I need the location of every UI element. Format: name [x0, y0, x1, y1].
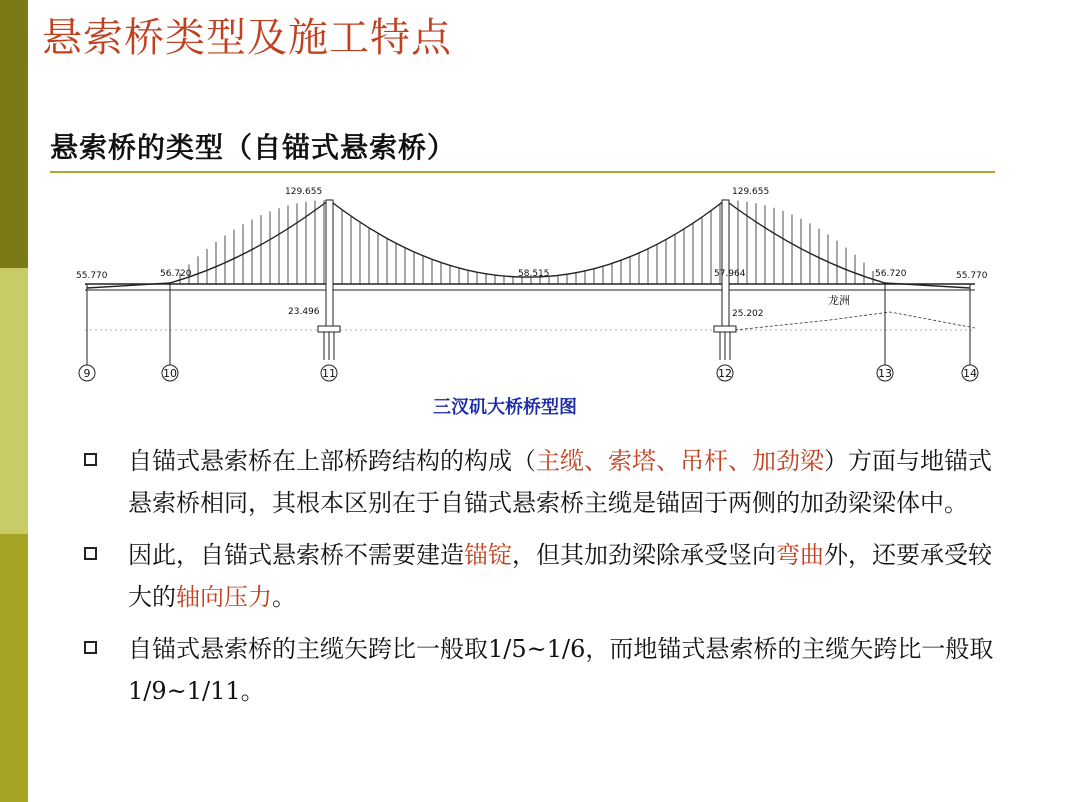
elevation-label: 57.964 — [714, 269, 746, 279]
sidebar-band-light — [0, 268, 28, 534]
highlighted-term: 轴向压力 — [176, 583, 272, 611]
pier-number: 13 — [878, 367, 892, 380]
highlighted-term: 锚锭 — [464, 541, 512, 569]
bullet-text: 自锚式悬索桥的主缆矢跨比一般取1/5~1/6，而地锚式悬索桥的主缆矢跨比一般取1/9~1/11。 — [128, 635, 994, 705]
subtitle-divider — [50, 171, 995, 173]
tower-left — [318, 200, 340, 360]
elevation-label: 129.655 — [285, 187, 323, 197]
bullet-text: 自锚式悬索桥在上部桥跨结构的构成（ — [128, 447, 536, 475]
elevation-label: 56.720 — [875, 269, 907, 279]
square-bullet-icon — [84, 453, 97, 466]
highlighted-term: 弯曲 — [776, 541, 824, 569]
bullet-item — [84, 440, 1004, 524]
place-label: 龙洲 — [828, 294, 850, 307]
pier-number: 14 — [963, 367, 977, 380]
bullet-item — [84, 534, 1004, 618]
bridge-elevation-diagram — [70, 180, 1000, 390]
elevation-label: 129.655 — [732, 187, 770, 197]
bullet-text: 因此，自锚式悬索桥不需要建造 — [128, 541, 464, 569]
elevation-label: 25.202 — [732, 309, 764, 319]
slide-title: 悬索桥类型及施工特点 — [42, 15, 452, 61]
highlighted-term: 主缆、索塔、吊杆、加劲梁 — [536, 447, 824, 475]
bullet-text: 外，还要承受较大的 — [128, 541, 992, 611]
elevation-label: 23.496 — [288, 307, 320, 317]
diagram-caption: 三汊矶大桥桥型图 — [433, 397, 577, 418]
bullet-text: ）方面与地锚式悬索桥相同，其根本区别在于自锚式悬索桥主缆是锚固于两侧的加劲梁梁体中。 — [128, 447, 992, 517]
bullet-list — [84, 440, 1004, 722]
tower-right — [714, 200, 736, 360]
square-bullet-icon — [84, 547, 97, 560]
pier-number: 11 — [322, 367, 336, 380]
pier-number: 12 — [718, 367, 732, 380]
sidebar-band-dark — [0, 0, 28, 268]
sidebar-accent-bar — [0, 0, 28, 802]
elevation-label: 55.770 — [76, 271, 108, 281]
bullet-text: ，但其加劲梁除承受竖向 — [512, 541, 776, 569]
elevation-label: 56.720 — [160, 269, 192, 279]
sidebar-band-olive — [0, 534, 28, 802]
elevation-label: 58.515 — [518, 269, 550, 279]
pier-markers — [79, 365, 978, 381]
section-subtitle: 悬索桥的类型（自锚式悬索桥） — [50, 131, 457, 164]
riverbank-hatching — [735, 312, 975, 330]
pier-number: 9 — [83, 367, 91, 380]
bullet-text: 。 — [272, 583, 296, 611]
pier-number: 10 — [163, 367, 177, 380]
square-bullet-icon — [84, 641, 97, 654]
elevation-label: 55.770 — [956, 271, 988, 281]
bullet-item — [84, 628, 1004, 712]
